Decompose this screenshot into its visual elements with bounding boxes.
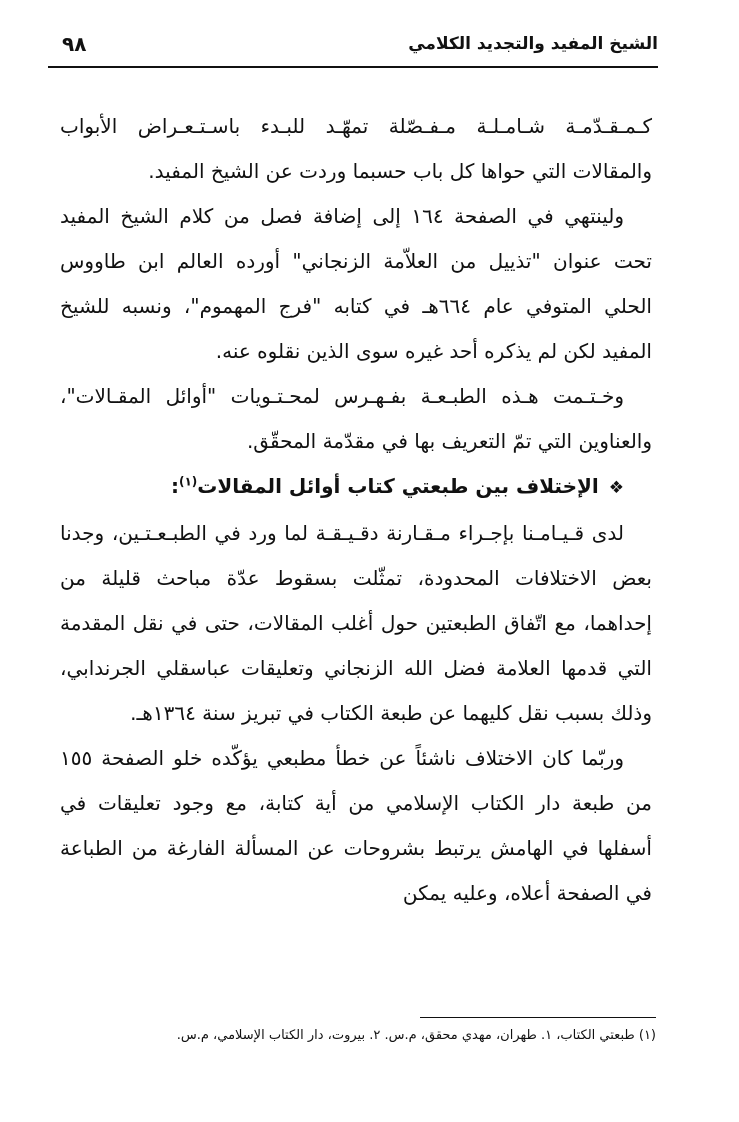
paragraph-3: وخـتـمت هـذه الطبـعـة بفـهـرس لمحـتـويات "أوائل المقـالات"، والعناوين التي تمّ التعريف بها في مقدّمة المحقّق. bbox=[60, 384, 652, 453]
running-header bbox=[48, 30, 658, 66]
footnote-rule bbox=[420, 1017, 656, 1018]
paragraph-2: ولينتهي في الصفحة ١٦٤ إلى إضافة فصل من كلام الشيخ المفيد تحت عنوان "تذييل من العلاّمة الزنجاني" أورده العالم ابن طاووس الحلي المتوفي عام ٦٦٤هـ في كتابه "فرج المهموم"، ونسبه للشيخ المفيد لكن لم يذكره أحد غيره سوى الذين نقلوه عنه. bbox=[60, 204, 652, 363]
paragraph-1: كـمـقـدّمـة شـامـلـة مـفـصّلة تمهّـد للبـدء باسـتـعـراض الأبواب والمقالات التي حواها كل باب حسبما وردت عن الشيخ المفيد. bbox=[60, 114, 652, 183]
section-heading-suffix: : bbox=[170, 474, 179, 498]
header-title: الشيخ المفيد والتجديد الكلامي bbox=[408, 34, 658, 54]
header-rule bbox=[48, 66, 658, 68]
diamond-bullet-icon: ❖ bbox=[608, 478, 624, 498]
body-text bbox=[60, 104, 652, 916]
paragraph-4: لدى قـيـامـنا بإجـراء مـقـارنة دقـيـقـة لما ورد في الطبـعـتـين، وجدنا بعض الاختلافات المحدودة، تمثّلت بسقوط عدّة مباحث قليلة من إحداهما، مع اتّفاق الطبعتين حول أغلب المقالات، حتى في نقل المقدمة التي قدمها العلامة فضل الله الزنجاني وتعليقات عباسقلي الجرندابي، وذلك بسبب نقل كليهما عن طبعة الكتاب في تبريز سنة ١٣٦٤هـ. bbox=[60, 521, 652, 725]
footnote-marker: (١) bbox=[178, 474, 198, 489]
section-heading-text: الإختلاف بين طبعتي كتاب أوائل المقالات bbox=[197, 474, 599, 498]
footnote: (١) طبعتي الكتاب، ١. طهران، مهدي محقق، م.س. ٢. بيروت، دار الكتاب الإسلامي، م.س. bbox=[176, 1028, 656, 1043]
section-heading bbox=[60, 464, 652, 511]
paragraph-5: وربّما كان الاختلاف ناشئاً عن خطأ مطبعي يؤكّده خلو الصفحة ١٥٥ من طبعة دار الكتاب الإسلامي من أية كتابة، مع وجود تعليقات في أسفلها في الهامش يرتبط بشروحات عن المسألة الفارغة من الطباعة في الصفحة أعلاه، وعليه يمكن bbox=[60, 746, 652, 905]
page-number: ٩٨ bbox=[62, 32, 87, 56]
